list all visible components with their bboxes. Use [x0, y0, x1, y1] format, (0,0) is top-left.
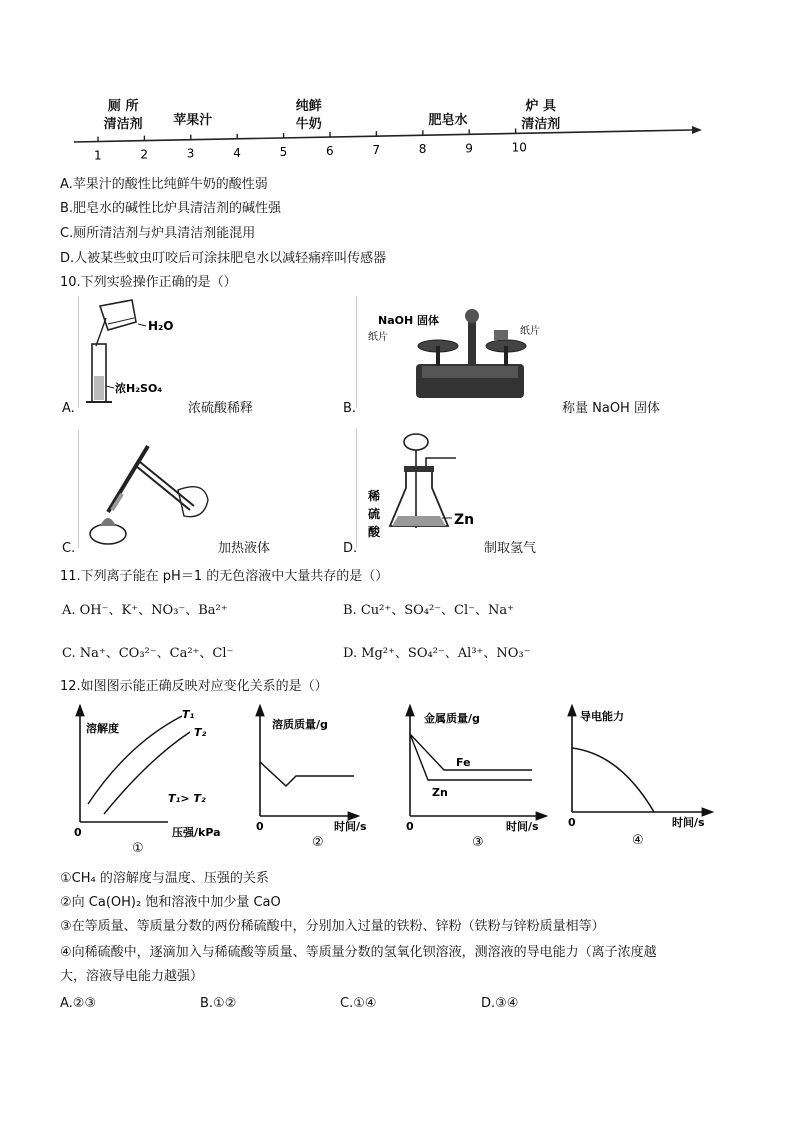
q12-g2-xlabel: 时间/s [334, 820, 367, 833]
q10-d-letter: D. [343, 541, 358, 556]
q10-c-caption: 加热液体 [218, 541, 271, 556]
q10-a-label-water: H₂O [148, 319, 174, 333]
ph-tick-label: 10 [511, 140, 527, 155]
q11-option-a: A. OH⁻、K⁺、NO₃⁻、Ba²⁺ [62, 603, 228, 618]
ph-item-label: 炉 具 [525, 99, 557, 114]
ph-item-label: 纯鲜 [295, 99, 322, 114]
ph-tick-label: 8 [418, 142, 427, 157]
q10-c-letter: C. [62, 541, 76, 556]
q12-statement-1: ①CH₄ 的溶解度与温度、压强的关系 [60, 871, 269, 886]
q12-g4-curve [572, 748, 654, 812]
q11-stem: 11.下列离子能在 pH＝1 的无色溶液中大量共存的是（） [60, 569, 389, 584]
ph-item-label: 肥皂水 [428, 113, 468, 128]
q12-g1-xlabel: 压强/kPa [172, 826, 221, 839]
q11-option-c: C. Na⁺、CO₃²⁻、Ca²⁺、Cl⁻ [62, 646, 234, 661]
q10-d-label-1: 稀 [368, 489, 381, 503]
q12-option-a: A.②③ [60, 996, 97, 1011]
q12-g3-ylabel: 金属质量/g [424, 712, 480, 725]
q10-stem: 10.下列实验操作正确的是（） [60, 275, 237, 290]
q10-a-letter: A. [62, 401, 75, 416]
ph-tick-label: 4 [233, 145, 241, 160]
q12-option-b: B.①② [200, 996, 237, 1011]
ph-axis-line [74, 130, 692, 142]
ph-axis-arrow [692, 126, 702, 134]
q10-b-label-naoh: NaOH 固体 [378, 314, 440, 327]
q12-option-c: C.①④ [340, 996, 377, 1011]
q10-d-caption: 制取氢气 [484, 541, 537, 556]
q12-g3-xlabel: 时间/s [506, 820, 539, 833]
q10-a-label-acid: 浓H₂SO₄ [115, 382, 163, 395]
ph-tick-label: 3 [186, 146, 195, 161]
q12-g1-number: ① [132, 841, 144, 854]
q12-g4-number: ④ [632, 833, 644, 848]
q12-g1-curve-label-t2: T₂ [194, 726, 207, 739]
q12-g2-ylabel: 溶质质量/g [272, 718, 328, 731]
q10-a-caption: 浓硫酸稀释 [188, 401, 254, 416]
q12-g3-curve-label-fe: Fe [456, 756, 471, 769]
ph-tick-label: 1 [94, 148, 102, 163]
q10-d-illustration [356, 428, 486, 548]
ph-tick-label: 6 [326, 144, 334, 159]
ph-item-label-line2: 清洁剂 [521, 117, 561, 132]
q12-g1-curve-label-t1: T₁ [182, 708, 195, 721]
q12-statement-2: ②向 Ca(OH)₂ 饱和溶液中加少量 CaO [60, 895, 281, 910]
q10-d-label-3: 酸 [368, 525, 381, 539]
q10-b-label-paper-right: 纸片 [520, 326, 540, 337]
q12-g3-origin: 0 [406, 820, 414, 833]
q12-stem: 12.如图图示能正确反映对应变化关系的是（） [60, 679, 328, 694]
ph-item-label-line2: 牛奶 [295, 117, 322, 132]
q12-graph-4 [560, 704, 720, 854]
q12-g3-curve-label-zn: Zn [432, 786, 448, 799]
q12-option-d: D.③④ [481, 996, 519, 1011]
ph-item-label: 厕 所 [107, 99, 139, 114]
ph-scale-figure [60, 90, 710, 165]
q9-option-d: D.人被某些蚊虫叮咬后可涂抹肥皂水以减轻痛痒叫传感器 [60, 251, 387, 266]
q9-option-a: A.苹果汁的酸性比纯鲜牛奶的酸性弱 [60, 177, 268, 192]
q10-b-illustration [356, 296, 556, 408]
ph-item-label-line2: 清洁剂 [103, 117, 143, 132]
q10-b-caption: 称量 NaOH 固体 [562, 401, 660, 416]
q12-graph-2 [250, 704, 390, 854]
q10-d-label-2: 硫 [368, 507, 381, 521]
q9-option-b: B.肥皂水的碱性比炉具清洁剂的碱性强 [60, 201, 282, 216]
q12-g4-xlabel: 时间/s [672, 816, 705, 829]
ph-tick-label: 5 [279, 144, 288, 159]
q9-option-c: C.厕所清洁剂与炉具清洁剂能混用 [60, 226, 256, 241]
ph-tick-label: 2 [140, 147, 149, 162]
q10-d-label-zn: Zn [454, 512, 475, 528]
q11-option-b: B. Cu²⁺、SO₄²⁻、Cl⁻、Na⁺ [343, 603, 515, 618]
q12-statement-4: ④向稀硫酸中，逐滴加入与稀硫酸等质量、等质量分数的氢氧化钡溶液，测溶液的导电能力（离子浓度越 [60, 945, 657, 960]
q10-a-illustration [78, 296, 198, 408]
q10-b-letter: B. [343, 401, 357, 416]
q11-option-d: D. Mg²⁺、SO₄²⁻、Al³⁺、NO₃⁻ [343, 646, 531, 661]
q12-g1-ylabel: 溶解度 [86, 722, 119, 735]
q12-g3-curve-fe [410, 734, 532, 770]
ph-tick-label: 7 [372, 143, 381, 158]
q12-g1-note: T₁> T₂ [168, 792, 206, 805]
q12-graph-1 [68, 704, 258, 854]
q12-g1-origin: 0 [74, 826, 82, 839]
q12-statement-4-cont: 大，溶液导电能力越强） [60, 969, 204, 984]
q12-g2-origin: 0 [256, 820, 264, 833]
ph-item-label: 苹果汁 [173, 113, 213, 128]
ph-tick-label: 9 [465, 141, 473, 156]
q12-g4-origin: 0 [568, 816, 576, 829]
q12-statement-3: ③在等质量、等质量分数的两份稀硫酸中，分别加入过量的铁粉、锌粉（铁粉与锌粉质量相等） [60, 919, 605, 934]
q12-g4-ylabel: 导电能力 [580, 710, 624, 723]
q12-graph-3 [400, 704, 550, 854]
q10-c-illustration [78, 430, 218, 548]
q12-g3-number: ③ [472, 835, 484, 850]
q12-g3-curve-zn [410, 734, 532, 780]
q10-b-label-paper-left: 纸片 [368, 332, 388, 343]
q12-g2-number: ② [312, 835, 324, 850]
q12-g2-curve [260, 762, 354, 786]
